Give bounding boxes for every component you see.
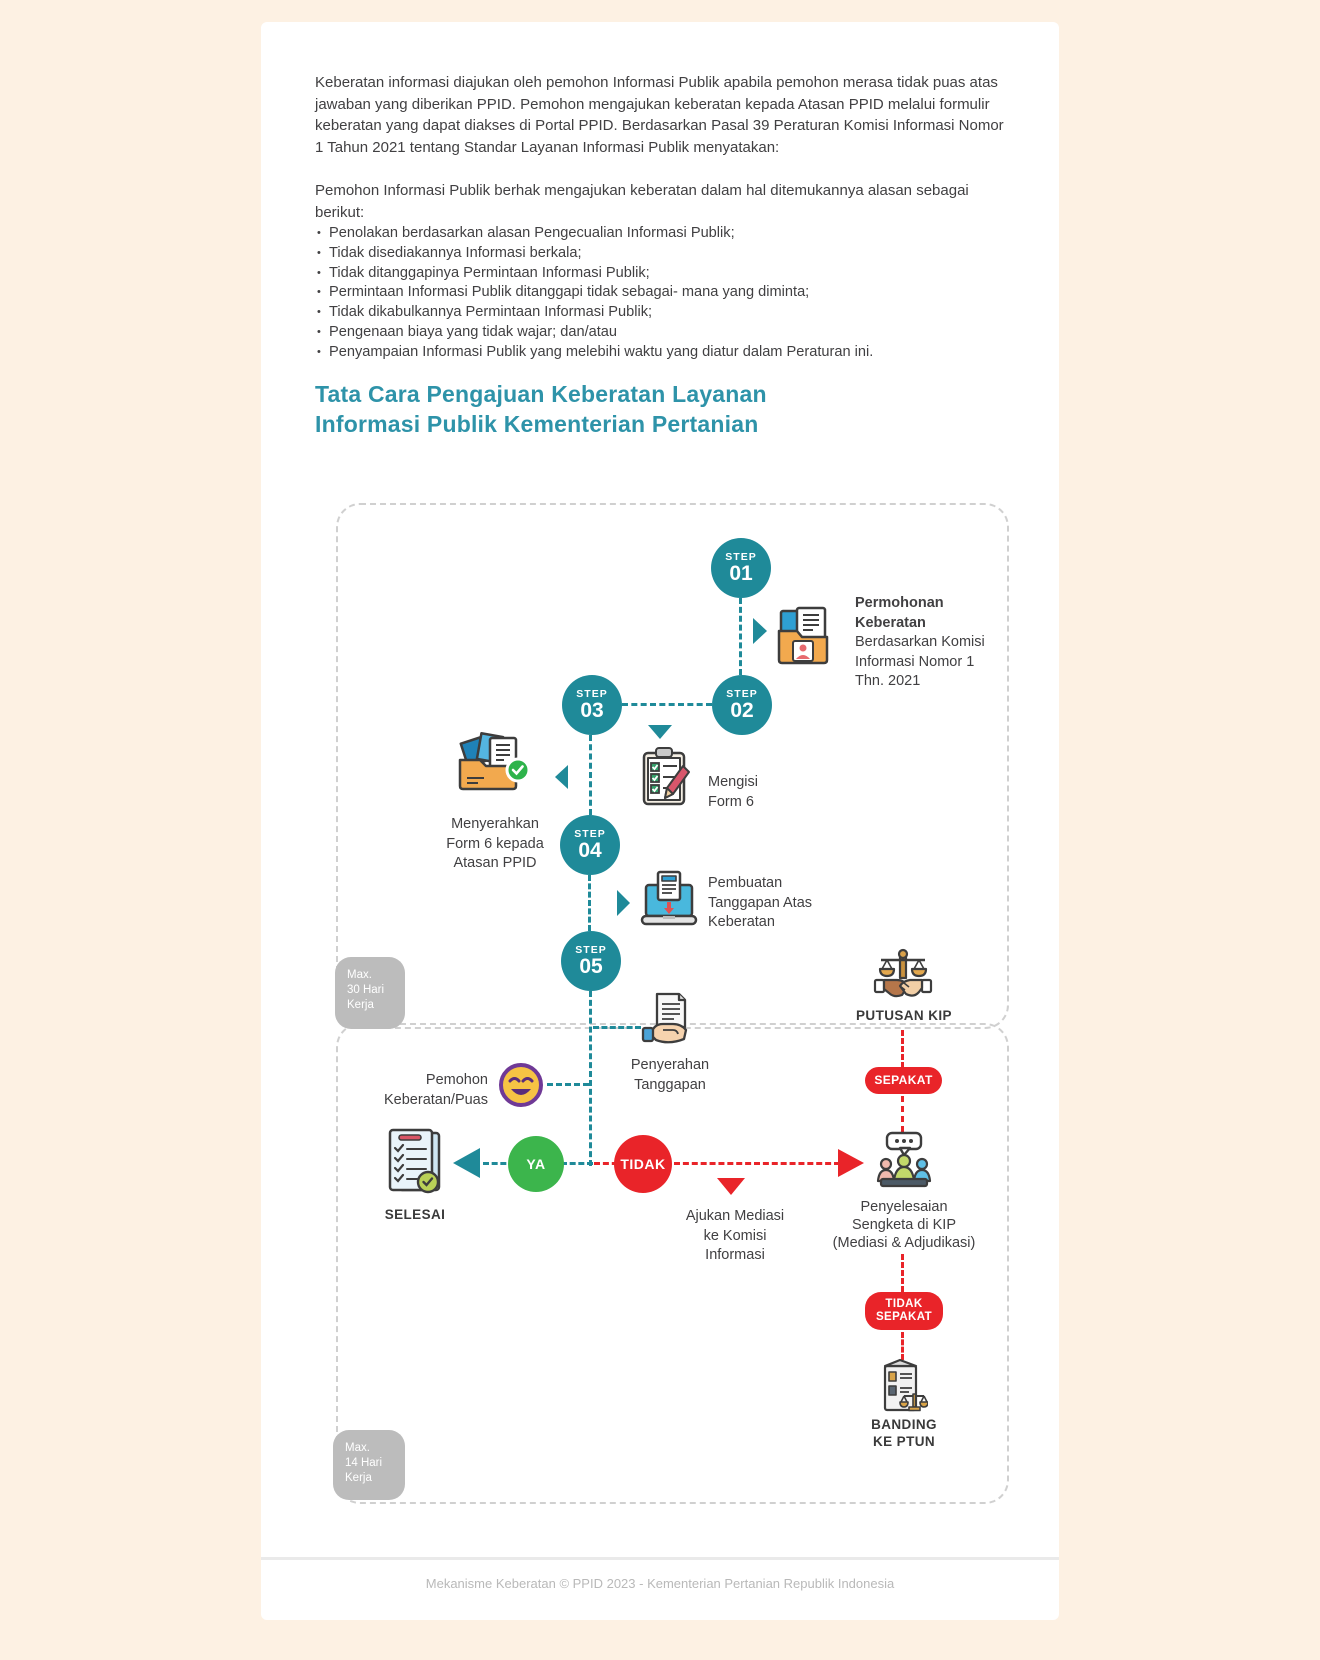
intro-paragraph-2: Pemohon Informasi Publik berhak mengajukan keberatan dalam hal ditemukannya alasan sebagai berikut: xyxy=(315,182,969,221)
form-clipboard-icon xyxy=(641,746,691,806)
label-pembuatan: Pembuatan Tanggapan Atas Keberatan xyxy=(708,875,813,930)
step-circle-03: STEP 03 xyxy=(562,675,622,735)
step-circle-02: STEP 02 xyxy=(712,675,772,735)
label-selesai: SELESAI xyxy=(384,1207,446,1222)
arrow-left-icon xyxy=(555,765,568,789)
list-item: • Tidak dikabulkannya Permintaan Informasi Publik; xyxy=(315,303,1015,323)
permohonan-folder-icon xyxy=(775,606,831,666)
pill-sepakat: SEPAKAT xyxy=(865,1067,942,1094)
arrow-right-mediasi-icon xyxy=(838,1149,864,1177)
putusan-scales-icon xyxy=(873,948,933,1006)
footer-credit: Mekanisme Keberatan © PPID 2023 - Kementerian Pertanian Republik Indonesia xyxy=(425,1576,895,1591)
submit-folder-icon xyxy=(454,732,534,800)
duration-badge-14-days: Max. 14 Hari Kerja xyxy=(333,1430,405,1500)
flowchart xyxy=(261,22,1059,1620)
connector-putusan-sepakat xyxy=(901,1030,904,1068)
label-permohonan: Permohonan Keberatan Berdasarkan Komisi Informasi Nomor 1 Thn. 2021 xyxy=(855,595,985,689)
connector-step3-step4 xyxy=(589,735,592,815)
connector-step1-step2 xyxy=(739,598,742,675)
label-penyelesaian: Penyelesaian Sengketa di KIP (Mediasi & Adjudikasi) xyxy=(832,1199,976,1251)
banding-document-icon xyxy=(876,1358,928,1414)
arrow-right-icon xyxy=(617,890,630,916)
footer-divider xyxy=(261,1557,1059,1560)
mediasi-meeting-icon xyxy=(875,1131,933,1191)
label-banding-ptun: BANDING KE PTUN xyxy=(871,1417,937,1449)
connector-step5-decision xyxy=(589,991,592,1166)
smiley-icon xyxy=(497,1061,545,1109)
step-circle-04: STEP 04 xyxy=(560,815,620,875)
label-mengisi-form: Mengisi Form 6 xyxy=(708,774,758,810)
connector-to-penyerahan xyxy=(593,1026,641,1029)
hand-document-icon xyxy=(641,991,693,1045)
list-item: • Penolakan berdasarkan alasan Pengecualian Informasi Publik; xyxy=(315,224,1015,244)
laptop-response-icon xyxy=(640,870,698,928)
arrow-down-mediasi-icon xyxy=(717,1178,745,1195)
list-item: • Permintaan Informasi Publik ditanggapi tidak sebagai- mana yang diminta; xyxy=(315,283,1015,303)
decision-ya: YA xyxy=(508,1136,564,1192)
pill-tidak-sepakat: TIDAK SEPAKAT xyxy=(865,1292,943,1330)
connector-step4-step5 xyxy=(588,875,591,931)
page-title: Tata Cara Pengajuan Keberatan Layanan Informasi Publik Kementerian Pertanian xyxy=(315,381,767,437)
connector-step2-step3 xyxy=(622,703,712,706)
connector-tidaksepakat-banding xyxy=(901,1332,904,1360)
list-item: • Tidak disediakannya Informasi berkala; xyxy=(315,244,1015,264)
step-circle-01: STEP 01 xyxy=(711,538,771,598)
intro-paragraph-1: Keberatan informasi diajukan oleh pemohon Informasi Publik apabila pemohon merasa tidak puas atas jawaban yang diberikan PPID. Pemohon mengajukan keberatan kepada Atasan PPID melalui formulir keberatan yang dapat diakses di Portal PPID. Berdasarkan Pasal 39 Peraturan Komisi Informasi Nomor 1 Tahun 2021 tentang Standar Layanan Informasi Publik menyatakan: xyxy=(315,74,1004,156)
duration-badge-30-days: Max. 30 Hari Kerja xyxy=(335,957,405,1029)
arrow-down-icon xyxy=(648,725,672,739)
label-putusan-kip: PUTUSAN KIP xyxy=(856,1008,952,1023)
step-circle-05: STEP 05 xyxy=(561,931,621,991)
selesai-checklist-icon xyxy=(386,1128,444,1196)
connector-sepakat-sengketa xyxy=(901,1096,904,1132)
list-item: • Penyampaian Informasi Publik yang melebihi waktu yang diatur dalam Peraturan ini. xyxy=(315,343,1015,363)
list-item: • Pengenaan biaya yang tidak wajar; dan/atau xyxy=(315,323,1015,343)
decision-tidak: TIDAK xyxy=(614,1135,672,1193)
arrow-left-selesai-icon xyxy=(453,1148,480,1178)
label-ajukan-mediasi: Ajukan Mediasi ke Komisi Informasi xyxy=(685,1208,785,1263)
connector-sengketa-tidaksepakat xyxy=(901,1254,904,1292)
label-menyerahkan: Menyerahkan Form 6 kepada Atasan PPID xyxy=(446,816,544,871)
label-pemohon: Pemohon Keberatan/Puas xyxy=(384,1072,488,1108)
label-penyerahan: Penyerahan Tanggapan xyxy=(630,1057,710,1093)
document-card xyxy=(261,22,1059,1620)
connector-smiley xyxy=(547,1083,589,1086)
list-item: • Tidak ditanggapinya Permintaan Informasi Publik; xyxy=(315,264,1015,284)
arrow-right-icon xyxy=(753,618,767,644)
